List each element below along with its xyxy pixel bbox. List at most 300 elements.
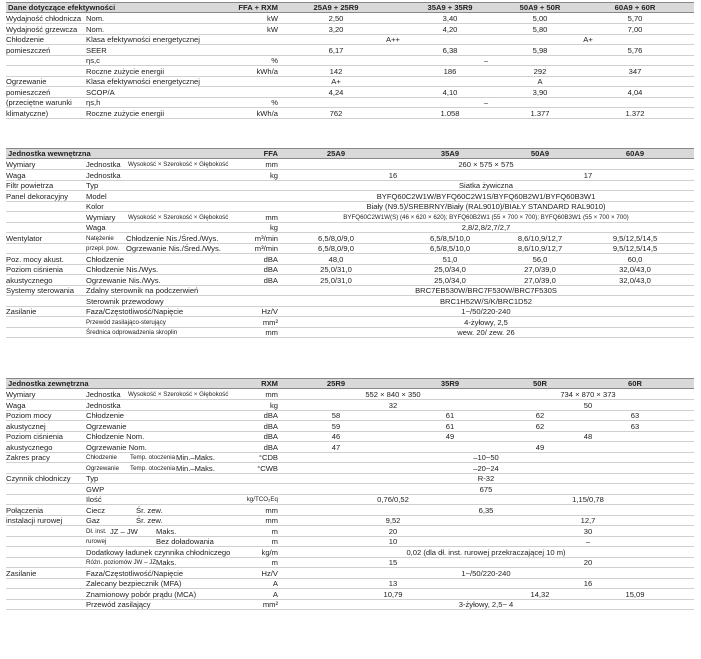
table-cell: Śr. zew. [136, 516, 163, 525]
table-cell: 59 [331, 421, 341, 431]
table-cell: 20 [583, 558, 593, 567]
table-row [6, 192, 694, 202]
table-row [6, 464, 694, 474]
table-cell: 8,6/10,9/12,7 [517, 244, 563, 253]
table-cell: 46 [331, 432, 341, 441]
table-row [6, 202, 694, 212]
table-cell: akustycznego [6, 442, 53, 452]
table-cell: Zasilanie [6, 307, 37, 316]
model-column: 25A9 + 25R9 [313, 3, 359, 12]
table-cell: Przewód zasilająco-sterujący [86, 318, 166, 326]
table-cell: 16 [583, 579, 593, 588]
table-cell: A+ [331, 77, 341, 86]
table-cell: klimatyczne) [6, 108, 49, 118]
table-cell: mm² [262, 600, 278, 609]
table-cell: 8,6/10,9/12,7 [517, 233, 563, 243]
table-cell: 3,90 [532, 87, 548, 97]
table-cell: 4,20 [442, 24, 458, 34]
table-cell: Chłodzenie Nom. [86, 432, 145, 441]
table-cell: – [483, 56, 489, 65]
table-cell: mm [265, 160, 278, 169]
table-cell: kW [267, 14, 278, 23]
table-cell: Roczne zużycie energii [86, 108, 165, 118]
table-row [6, 569, 694, 579]
table-cell: pomieszczeń [6, 45, 51, 55]
table-cell: 62 [535, 411, 545, 420]
table-cell: Ogrzewanie [86, 464, 120, 472]
table-cell: Typ [86, 181, 99, 190]
table-cell: 47 [331, 442, 341, 452]
table-cell: 3,40 [442, 14, 458, 23]
model-column: 35A9 [440, 149, 460, 158]
table-cell: Zasilanie [6, 568, 37, 578]
table-cell: Znamionowy pobór prądu (MCA) [86, 589, 197, 599]
table-cell: Kolor [86, 202, 104, 211]
table-cell: % [271, 98, 278, 107]
table-cell: 260 × 575 × 575 [458, 160, 514, 169]
table-row [6, 443, 694, 453]
table-cell: 1.372 [625, 108, 645, 118]
table-row [6, 88, 694, 98]
table-cell: 5,00 [532, 14, 548, 23]
table-cell: 30 [583, 526, 593, 536]
table-cell: A [272, 579, 278, 588]
table-row [6, 590, 694, 600]
table-cell: A++ [386, 35, 400, 44]
table-cell: BRC7EB530W/BRC7F530W/BRC7F530S [415, 286, 557, 295]
table-cell: Bez doładowania [156, 537, 214, 546]
table-cell: 1.377 [530, 108, 550, 118]
table-cell: Wysokość × Szerokość × Głębokość [128, 391, 229, 398]
table-cell: kg [269, 170, 278, 180]
table-cell: 5,70 [627, 14, 643, 23]
table-cell: kg [269, 223, 278, 232]
table-cell: Jednostka [86, 390, 121, 399]
table-cell: kW [267, 24, 278, 34]
table-row [6, 297, 694, 307]
table-cell: Zakres pracy [6, 453, 50, 462]
table-cell: dBA [263, 275, 278, 285]
table-cell: 5,80 [532, 24, 548, 34]
table-cell: Poziom mocy [6, 411, 52, 420]
table-cell: Waga [6, 170, 26, 180]
table-row [6, 474, 694, 484]
table-cell: Min.–Maks. [176, 453, 215, 462]
table-row [6, 390, 694, 400]
table-row [6, 307, 694, 317]
table-cell: BYFQ60C2W1W(S) (46 × 620 × 620); BYFQ60B2W1 (55 × 700 × 700); BYFQ60B3W1 (55 × 700 × 700) [343, 213, 629, 221]
table-cell: 1~/50/220-240 [461, 307, 511, 316]
table-cell: 25,0/34,0 [434, 275, 466, 285]
table-cell: – [483, 98, 489, 107]
table-cell: 61 [445, 411, 455, 420]
table-cell: Chłodzenie [6, 35, 44, 44]
model-column: 25A9 [326, 149, 346, 158]
table-cell: Gaz [86, 516, 100, 525]
table-cell: dBA [263, 411, 278, 420]
table-row [6, 506, 694, 516]
table-cell: 675 [479, 484, 493, 494]
table-cell: m [271, 526, 278, 536]
table-row [6, 265, 694, 275]
section-header [6, 2, 694, 13]
table-cell: Temp. otoczenia [130, 454, 176, 461]
table-cell: Maks. [156, 526, 177, 536]
table-row [6, 98, 694, 108]
table-cell: Jednostka [86, 400, 121, 410]
table-row [6, 485, 694, 495]
table-cell: Chłodzenie [86, 454, 117, 461]
table-cell: 25,0/31,0 [320, 265, 352, 274]
model-column: 50A9 [530, 149, 550, 158]
table-cell: Roczne zużycie energii [86, 66, 165, 76]
table-cell: BRC1H52W/S/K/BRC1D52 [439, 296, 532, 306]
table-cell: mm [265, 505, 278, 515]
table-cell: JZ – JW [110, 526, 138, 536]
table-cell: 5,98 [532, 45, 548, 55]
table-cell: 9,5/12,5/14,5 [612, 244, 658, 253]
table-cell: wew. 20/ zew. 26 [457, 328, 515, 337]
table-cell: 9,5/12,5/14,5 [612, 233, 658, 243]
table-cell: 48,0 [328, 254, 344, 264]
table-cell: m³/min [254, 233, 278, 243]
section-title: Jednostka zewnętrzna [8, 379, 89, 388]
table-cell: Wydajność grzewcza [6, 24, 78, 34]
table-cell: 25,0/31,0 [320, 275, 352, 285]
table-cell: Typ [86, 474, 99, 483]
table-row [6, 527, 694, 537]
table-cell: 4,04 [627, 87, 643, 97]
table-cell: Wydajność chłodnicza [6, 14, 82, 23]
table-cell: 2,8/2,8/2,7/2,7 [461, 223, 511, 232]
table-cell: % [271, 56, 278, 65]
table-cell: 63 [630, 411, 640, 420]
table-cell: 2,50 [328, 14, 344, 23]
table-cell: Różn. poziomów JW – JZ [86, 559, 157, 566]
table-cell: 27,0/39,0 [524, 265, 556, 274]
table-row [6, 35, 694, 45]
table-cell: 734 × 870 × 373 [560, 390, 616, 399]
table-cell: mm [265, 390, 278, 399]
table-cell: GWP [86, 484, 105, 494]
table-cell: Chłodzenie [86, 411, 124, 420]
table-cell: Dodatkowy ładunek czynnika chłodniczego [86, 547, 231, 557]
table-cell: Chłodzenie [86, 254, 124, 264]
table-cell: Min.–Maks. [176, 463, 215, 473]
table-cell: 6,5/8,0/9,0 [318, 233, 354, 243]
table-cell: dBA [263, 254, 278, 264]
table-cell: Poz. mocy akust. [6, 254, 64, 264]
table-row [6, 516, 694, 526]
table-cell: 12,7 [580, 516, 596, 525]
table-cell: Siatka żywiczna [458, 181, 514, 190]
table-cell: m³/min [254, 244, 278, 253]
table-cell: Maks. [156, 558, 177, 567]
table-cell: Chłodzenie Nis./Wys. [86, 265, 159, 274]
table-cell: mm [265, 212, 278, 222]
table-cell: A [272, 589, 278, 599]
table-row [6, 548, 694, 558]
table-cell: SCOP/A [86, 87, 115, 97]
table-row [6, 213, 694, 223]
table-cell: Jednostka [86, 160, 121, 169]
table-cell: Temp. otoczenia [130, 464, 176, 472]
table-cell: °CDB [258, 453, 278, 462]
table-cell: SEER [86, 45, 107, 55]
table-row [6, 432, 694, 442]
table-cell: 142 [329, 66, 343, 76]
table-cell: Ogrzewanie [86, 421, 127, 431]
table-cell: 20 [388, 526, 398, 536]
table-cell: 14,32 [530, 589, 550, 599]
table-cell: mm [265, 328, 278, 337]
table-cell: 60,0 [627, 254, 643, 264]
table-cell: Waga [86, 223, 106, 232]
model-column: 35A9 + 35R9 [427, 3, 473, 12]
table-cell: Hz/V [261, 568, 278, 578]
model-series: RXM [261, 379, 278, 388]
section-title: Dane dotyczące efektywności [8, 3, 116, 12]
table-cell: Wymiary [86, 212, 116, 222]
table-cell: 25,0/34,0 [434, 265, 466, 274]
table-cell: Połączenia [6, 505, 44, 515]
model-column: 60A9 + 60R [614, 3, 656, 12]
table-cell: kg [269, 400, 278, 410]
model-column: 25R9 [326, 379, 346, 388]
table-row [6, 255, 694, 265]
table-cell: kg/m [261, 547, 278, 557]
table-row [6, 328, 694, 338]
table-row [6, 422, 694, 432]
table-cell: 13 [388, 579, 398, 588]
table-cell: Poziom ciśnienia [6, 265, 63, 274]
table-row [6, 223, 694, 233]
table-cell: 0,02 (dla dł. inst. rurowej przekraczającej 10 m) [406, 547, 566, 557]
table-cell: 58 [331, 411, 341, 420]
table-cell: Natężenie [86, 234, 114, 242]
table-cell: 762 [329, 108, 343, 118]
table-row [6, 600, 694, 610]
table-cell: 9,52 [385, 516, 401, 525]
table-cell: Ilość [86, 495, 102, 504]
table-cell: Klasa efektywności energetycznej [86, 77, 200, 86]
table-cell: 16 [388, 170, 398, 180]
model-column: 50A9 + 50R [519, 3, 561, 12]
table-row [6, 286, 694, 296]
table-row [6, 67, 694, 77]
table-cell: 10,79 [383, 589, 403, 599]
table-cell: Waga [6, 400, 26, 410]
table-cell: kWh/a [256, 66, 278, 76]
table-row [6, 14, 694, 24]
table-cell: Ogrzewanie Nom. [86, 442, 147, 452]
table-cell: 4,10 [442, 87, 458, 97]
table-row [6, 558, 694, 568]
table-cell: Jednostka [86, 170, 121, 180]
model-column: 35R9 [440, 379, 460, 388]
table-cell: Poziom ciśnienia [6, 432, 63, 441]
table-cell: Zdalny sterownik na podczerwień [86, 286, 199, 295]
table-cell: przepł. pow. [86, 245, 120, 252]
table-cell: 1~/50/220-240 [461, 568, 511, 578]
table-cell: 63 [630, 421, 640, 431]
table-cell: 1,15/0,78 [572, 495, 604, 504]
table-cell: 5,76 [627, 45, 643, 55]
table-row [6, 244, 694, 254]
table-cell: (przeciętne warunki [6, 98, 72, 107]
table-cell: rurowej [86, 538, 107, 545]
table-cell: 347 [628, 66, 642, 76]
table-cell: Faza/Częstotliwość/Napięcie [86, 568, 184, 578]
table-cell: 62 [535, 421, 545, 431]
table-row [6, 25, 694, 35]
table-cell: m [271, 537, 278, 546]
table-cell: kg/TCO₂Eq [246, 496, 278, 503]
table-cell: Zalecany bezpiecznik (MFA) [86, 579, 182, 588]
table-row [6, 181, 694, 191]
table-cell: A+ [583, 35, 593, 44]
table-row [6, 579, 694, 589]
table-cell: 32 [388, 400, 398, 410]
table-cell: 6,38 [442, 45, 458, 55]
table-cell: –20~24 [473, 463, 499, 473]
table-cell: Sterownik przewodowy [86, 296, 164, 306]
table-cell: 49 [535, 442, 545, 452]
table-cell: 27,0/39,0 [524, 275, 556, 285]
table-row [6, 171, 694, 181]
table-cell: 49 [445, 432, 455, 441]
table-cell: R-32 [477, 474, 495, 483]
table-cell: Dł. inst. [86, 527, 107, 535]
table-cell: 10 [388, 537, 398, 546]
model-series: FFA + RXM [238, 3, 278, 12]
table-cell: – [585, 537, 591, 546]
table-row [6, 537, 694, 547]
table-cell: 56,0 [532, 254, 548, 264]
table-cell: 61 [445, 421, 455, 431]
section-header [6, 148, 694, 159]
table-cell: 15 [388, 558, 398, 567]
table-cell: dBA [263, 432, 278, 441]
model-column: 50R [533, 379, 547, 388]
table-row [6, 495, 694, 505]
table-row [6, 276, 694, 286]
table-cell: 3-żyłowy, 2,5~ 4 [458, 600, 514, 609]
table-cell: 48 [583, 432, 593, 441]
table-cell: 552 × 840 × 350 [365, 390, 421, 399]
table-cell: Śr. zew. [136, 505, 163, 515]
table-cell: 6,5/8,0/9,0 [318, 244, 354, 253]
table-row [6, 318, 694, 328]
table-cell: Wentylator [6, 233, 43, 243]
table-cell: Biały (N9.5)/SREBRNY/Biały (RAL9010)/BIAŁY STANDARD RAL9010) [366, 202, 606, 211]
table-cell: 4-żyłowy, 2,5 [464, 317, 508, 327]
table-cell: A [537, 77, 543, 86]
table-cell: Chłodzenie Nis./Śred./Wys. [126, 233, 219, 243]
table-row [6, 453, 694, 463]
table-cell: Nom. [86, 14, 105, 23]
table-cell: 0,76/0,52 [377, 495, 409, 504]
table-row [6, 56, 694, 66]
table-cell: Czynnik chłodniczy [6, 474, 71, 483]
table-cell: kWh/a [256, 108, 278, 118]
table-cell: Systemy sterowania [6, 286, 74, 295]
table-row [6, 401, 694, 411]
table-cell: dBA [263, 442, 278, 452]
table-cell: Klasa efektywności energetycznej [86, 35, 200, 44]
table-cell: 3,20 [328, 24, 344, 34]
table-cell: 1.058 [440, 108, 460, 118]
table-cell: 32,0/43,0 [619, 265, 651, 274]
table-cell: dBA [263, 421, 278, 431]
table-cell: pomieszczeń [6, 87, 51, 97]
table-cell: Faza/Częstotliwość/Napięcie [86, 307, 184, 316]
table-cell: mm² [262, 317, 278, 327]
table-cell: Nom. [86, 24, 105, 34]
table-cell: 17 [583, 170, 593, 180]
table-cell: –10~50 [473, 453, 499, 462]
table-row [6, 160, 694, 170]
table-cell: Ogrzewanie Nis./Wys. [86, 275, 161, 285]
table-cell: Ciecz [86, 505, 105, 515]
table-cell: 32,0/43,0 [619, 275, 651, 285]
table-cell: 4,24 [328, 87, 344, 97]
table-row [6, 411, 694, 421]
table-row [6, 46, 694, 56]
table-cell: °CWB [257, 463, 278, 473]
section-title: Jednostka wewnętrzna [8, 149, 91, 158]
table-row [6, 109, 694, 119]
table-cell: Ogrzewanie [6, 77, 47, 86]
table-cell: 292 [533, 66, 547, 76]
table-cell: Średnica odprowadzenia skroplin [86, 329, 178, 336]
table-cell: Wysokość × Szerokość × Głębokość [128, 161, 229, 168]
table-cell: mm [265, 516, 278, 525]
table-cell: Przewód zasilający [86, 600, 151, 609]
table-cell: Filtr powietrza [6, 181, 54, 190]
table-cell: ηs,h [86, 98, 101, 107]
model-column: 60A9 [625, 149, 645, 158]
table-cell: akustycznej [6, 421, 46, 431]
table-cell: Wymiary [6, 160, 36, 169]
table-cell: Wymiary [6, 390, 36, 399]
table-cell: Panel dekoracyjny [6, 191, 69, 201]
table-cell: akustycznego [6, 275, 53, 285]
model-series: FFA [263, 149, 278, 158]
table-cell: 7,00 [627, 24, 643, 34]
table-cell: 15,09 [625, 589, 645, 599]
table-cell: instalacji rurowej [6, 516, 63, 525]
table-cell: 6,5/8,5/10,0 [429, 244, 471, 253]
table-cell: Wysokość × Szerokość × Głębokość [128, 213, 229, 221]
table-cell: 6,17 [328, 45, 344, 55]
table-row [6, 234, 694, 244]
table-cell: 6,35 [478, 505, 494, 515]
table-cell: dBA [263, 265, 278, 274]
table-cell: BYFQ60C2W1W/BYFQ60C2W1S/BYFQ60B2W1/BYFQ60B3W1 [376, 191, 596, 201]
section-header [6, 378, 694, 389]
table-cell: Model [86, 191, 107, 201]
table-cell: Hz/V [261, 307, 278, 316]
table-cell: 6,5/8,5/10,0 [429, 233, 471, 243]
table-cell: 51,0 [442, 254, 458, 264]
table-cell: Ogrzewanie Nis./Śred./Wys. [126, 244, 221, 253]
table-row [6, 77, 694, 87]
table-cell: 186 [443, 66, 457, 76]
table-cell: ηs,c [86, 56, 100, 65]
model-column: 60R [628, 379, 642, 388]
table-cell: m [271, 558, 278, 567]
